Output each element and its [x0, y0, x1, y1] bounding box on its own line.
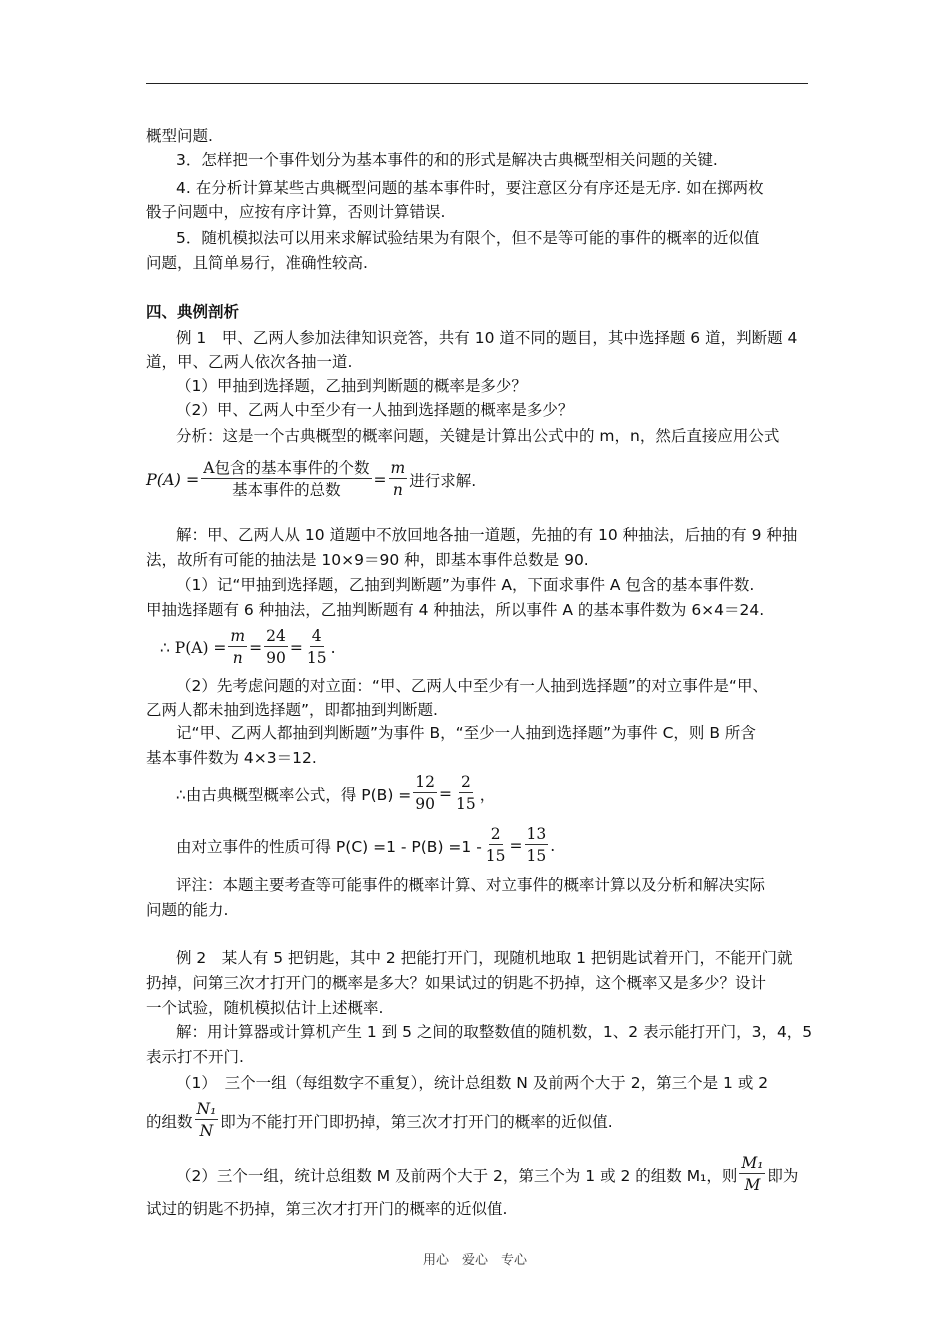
part-2-text: 基本事件数为 4×3＝12. [146, 749, 317, 767]
formula-fraction [305, 626, 329, 669]
formula-lhs: ∴由古典概型概率公式，得 P(B) = [176, 785, 412, 804]
fraction-denominator: 15 [526, 847, 547, 865]
part-1-text: 甲抽选择题有 6 种抽法，乙抽判断题有 4 种抽法，所以事件 A 的基本事件数为 6×4＝24. [146, 601, 765, 619]
formula-tail-text: 即为 [767, 1166, 799, 1185]
formula-lhs: 由对立事件的性质可得 P(C) =1 - P(B) =1 - [176, 837, 482, 856]
fraction-numerator: 12 [415, 773, 436, 791]
equals-sign: = [373, 470, 387, 489]
solution-2-text: 表示打不开门. [146, 1048, 244, 1066]
fraction-numerator: m [230, 627, 246, 645]
question-2: （2）甲、乙两人中至少有一人抽到选择题的概率是多少？ [176, 401, 574, 419]
fraction-denominator: 基本事件的总数 [232, 481, 341, 499]
formula-fraction [264, 626, 288, 669]
text-line: 问题，且简单易行，准确性较高. [146, 254, 368, 272]
formula-lhs: ∴ P(A) = [160, 638, 227, 657]
example-2-text: 例 2 某人有 5 把钥匙，其中 2 把能打开门，现随机地取 1 把钥匙试着开门，不能开门就 [176, 949, 793, 967]
header-rule [146, 83, 808, 84]
analysis-text: 分析：这是一个古典概型的概率问题，关键是计算出公式中的 m，n，然后直接应用公式 [176, 427, 780, 445]
formula-lead-text: 的组数 [146, 1112, 193, 1131]
section-heading: 四、典例剖析 [146, 303, 240, 321]
example-2-text: 扔掉，问第三次才打开门的概率是多大？如果试过的钥匙不扔掉，这个概率又是多少？设计 [146, 974, 767, 992]
fraction-numerator: M₁ [741, 1154, 764, 1172]
formula-fraction [201, 458, 371, 501]
formula-tail-text: 即为不能打开门即扔掉，第三次才打开门的概率的近似值. [220, 1112, 613, 1131]
fraction-denominator: 15 [485, 847, 506, 865]
formula-n1-over-n [146, 1099, 613, 1142]
fraction-numerator: 24 [266, 627, 286, 645]
text-line: 骰子问题中，应按有序计算，否则计算错误. [146, 203, 446, 221]
formula-lhs: P(A) = [146, 470, 200, 489]
formula-tail-text: 进行求解. [409, 471, 477, 490]
part-2-text: 乙两人都未抽到选择题”，即都抽到判断题. [146, 701, 438, 719]
example-1-text: 道，甲、乙两人依次各抽一道. [146, 353, 353, 371]
formula-fraction [739, 1153, 765, 1196]
fraction-denominator: 15 [306, 649, 327, 667]
text-line: 5．随机模拟法可以用来求解试验结果为有限个，但不是等可能的事件的概率的近似值 [176, 229, 760, 247]
question-1: （1）甲抽到选择题，乙抽到判断题的概率是多少？ [176, 377, 527, 395]
formula-m1-over-m [176, 1153, 798, 1196]
solution-text: 法，故所有可能的抽法是 10×9＝90 种，即基本事件总数是 90. [146, 551, 589, 569]
fraction-numerator: A包含的基本事件的个数 [203, 459, 370, 477]
formula-fraction [525, 824, 549, 867]
formula-lead-text: （2）三个一组，统计总组数 M 及前两个大于 2，第三个为 1 或 2 的组数 M₁，则 [176, 1166, 738, 1185]
comment-text: 评注：本题主要考查等可能事件的概率计算、对立事件的概率计算以及分析和解决实际 [176, 876, 766, 894]
part-2-text: （2）先考虑问题的对立面：“甲、乙两人中至少有一人抽到选择题”的对立事件是“甲、 [176, 677, 768, 695]
fraction-denominator: n [392, 481, 403, 499]
formula-fraction [195, 1099, 219, 1142]
fraction-denominator: 90 [266, 649, 286, 667]
comment-text: 问题的能力. [146, 901, 229, 919]
fraction-numerator: m [390, 459, 406, 477]
formula-fraction [413, 772, 437, 815]
part-2-text: 记“甲、乙两人都抽到判断题”为事件 B，“至少一人抽到选择题”为事件 C，则 B 所含 [176, 724, 756, 742]
fraction-numerator: 2 [460, 773, 471, 791]
solution-text: 解：甲、乙两人从 10 道题中不放回地各抽一道题，先抽的有 10 种抽法，后抽的有 9 种抽 [176, 526, 798, 544]
text-line: 4. 在分析计算某些古典概型问题的基本事件时，要注意区分有序还是无序. 如在掷两枚 [176, 179, 764, 197]
formula-pa: ∴ P(A) = $\frac{m}{n}$ = $\frac{24}{90}$ = $\frac{4}{15}$ . [160, 627, 336, 667]
formula-fraction [389, 458, 408, 501]
example-2-text: 一个试验，随机模拟估计上述概率. [146, 999, 384, 1017]
formula-fraction [484, 824, 508, 867]
solution-2-text: 解：用计算器或计算机产生 1 到 5 之间的取整数值的随机数，1、2 表示能打开门，3，4，5 [176, 1023, 813, 1041]
fraction-denominator: 15 [456, 795, 476, 813]
fraction-numerator: N₁ [196, 1100, 217, 1118]
solution-2-text: 试过的钥匙不扔掉，第三次才打开门的概率的近似值. [146, 1200, 508, 1218]
fraction-numerator: 2 [490, 825, 501, 843]
solution-2-text: （1） 三个一组（每组数字不重复），统计总组数 N 及前两个大于 2，第三个是 1 或 2 [176, 1074, 769, 1092]
example-1-text: 例 1 甲、乙两人参加法律知识竞答，共有 10 道不同的题目，其中选择题 6 道，判断题 4 [176, 329, 798, 347]
part-1-text: （1）记“甲抽到选择题，乙抽到判断题”为事件 A，下面求事件 A 包含的基本事件数. [176, 576, 755, 594]
fraction-denominator: 90 [415, 795, 436, 813]
fraction-denominator: N [199, 1122, 214, 1140]
formula-fraction [454, 772, 478, 815]
text-line: 3．怎样把一个事件划分为基本事件的和的形式是解决古典概型相关问题的关键. [176, 151, 718, 169]
text-line: 概型问题. [146, 127, 213, 145]
fraction-denominator: M [744, 1176, 761, 1194]
fraction-numerator: 13 [526, 825, 547, 843]
formula-fraction [228, 626, 247, 669]
fraction-denominator: n [232, 649, 243, 667]
formula-pc: 由对立事件的性质可得 P(C) =1 - P(B) =1 - $\frac{2}{15}$ = $\frac{13}{15}$ . [176, 825, 556, 865]
page-footer: 用心 爱心 专心 [422, 1253, 527, 1268]
fraction-numerator: 4 [311, 627, 322, 645]
formula-pb: ∴由古典概型概率公式，得 P(B) = $\frac{12}{90}$ = $\frac{2}{15}$ ， [176, 773, 496, 813]
formula-classical-probability [146, 458, 476, 501]
